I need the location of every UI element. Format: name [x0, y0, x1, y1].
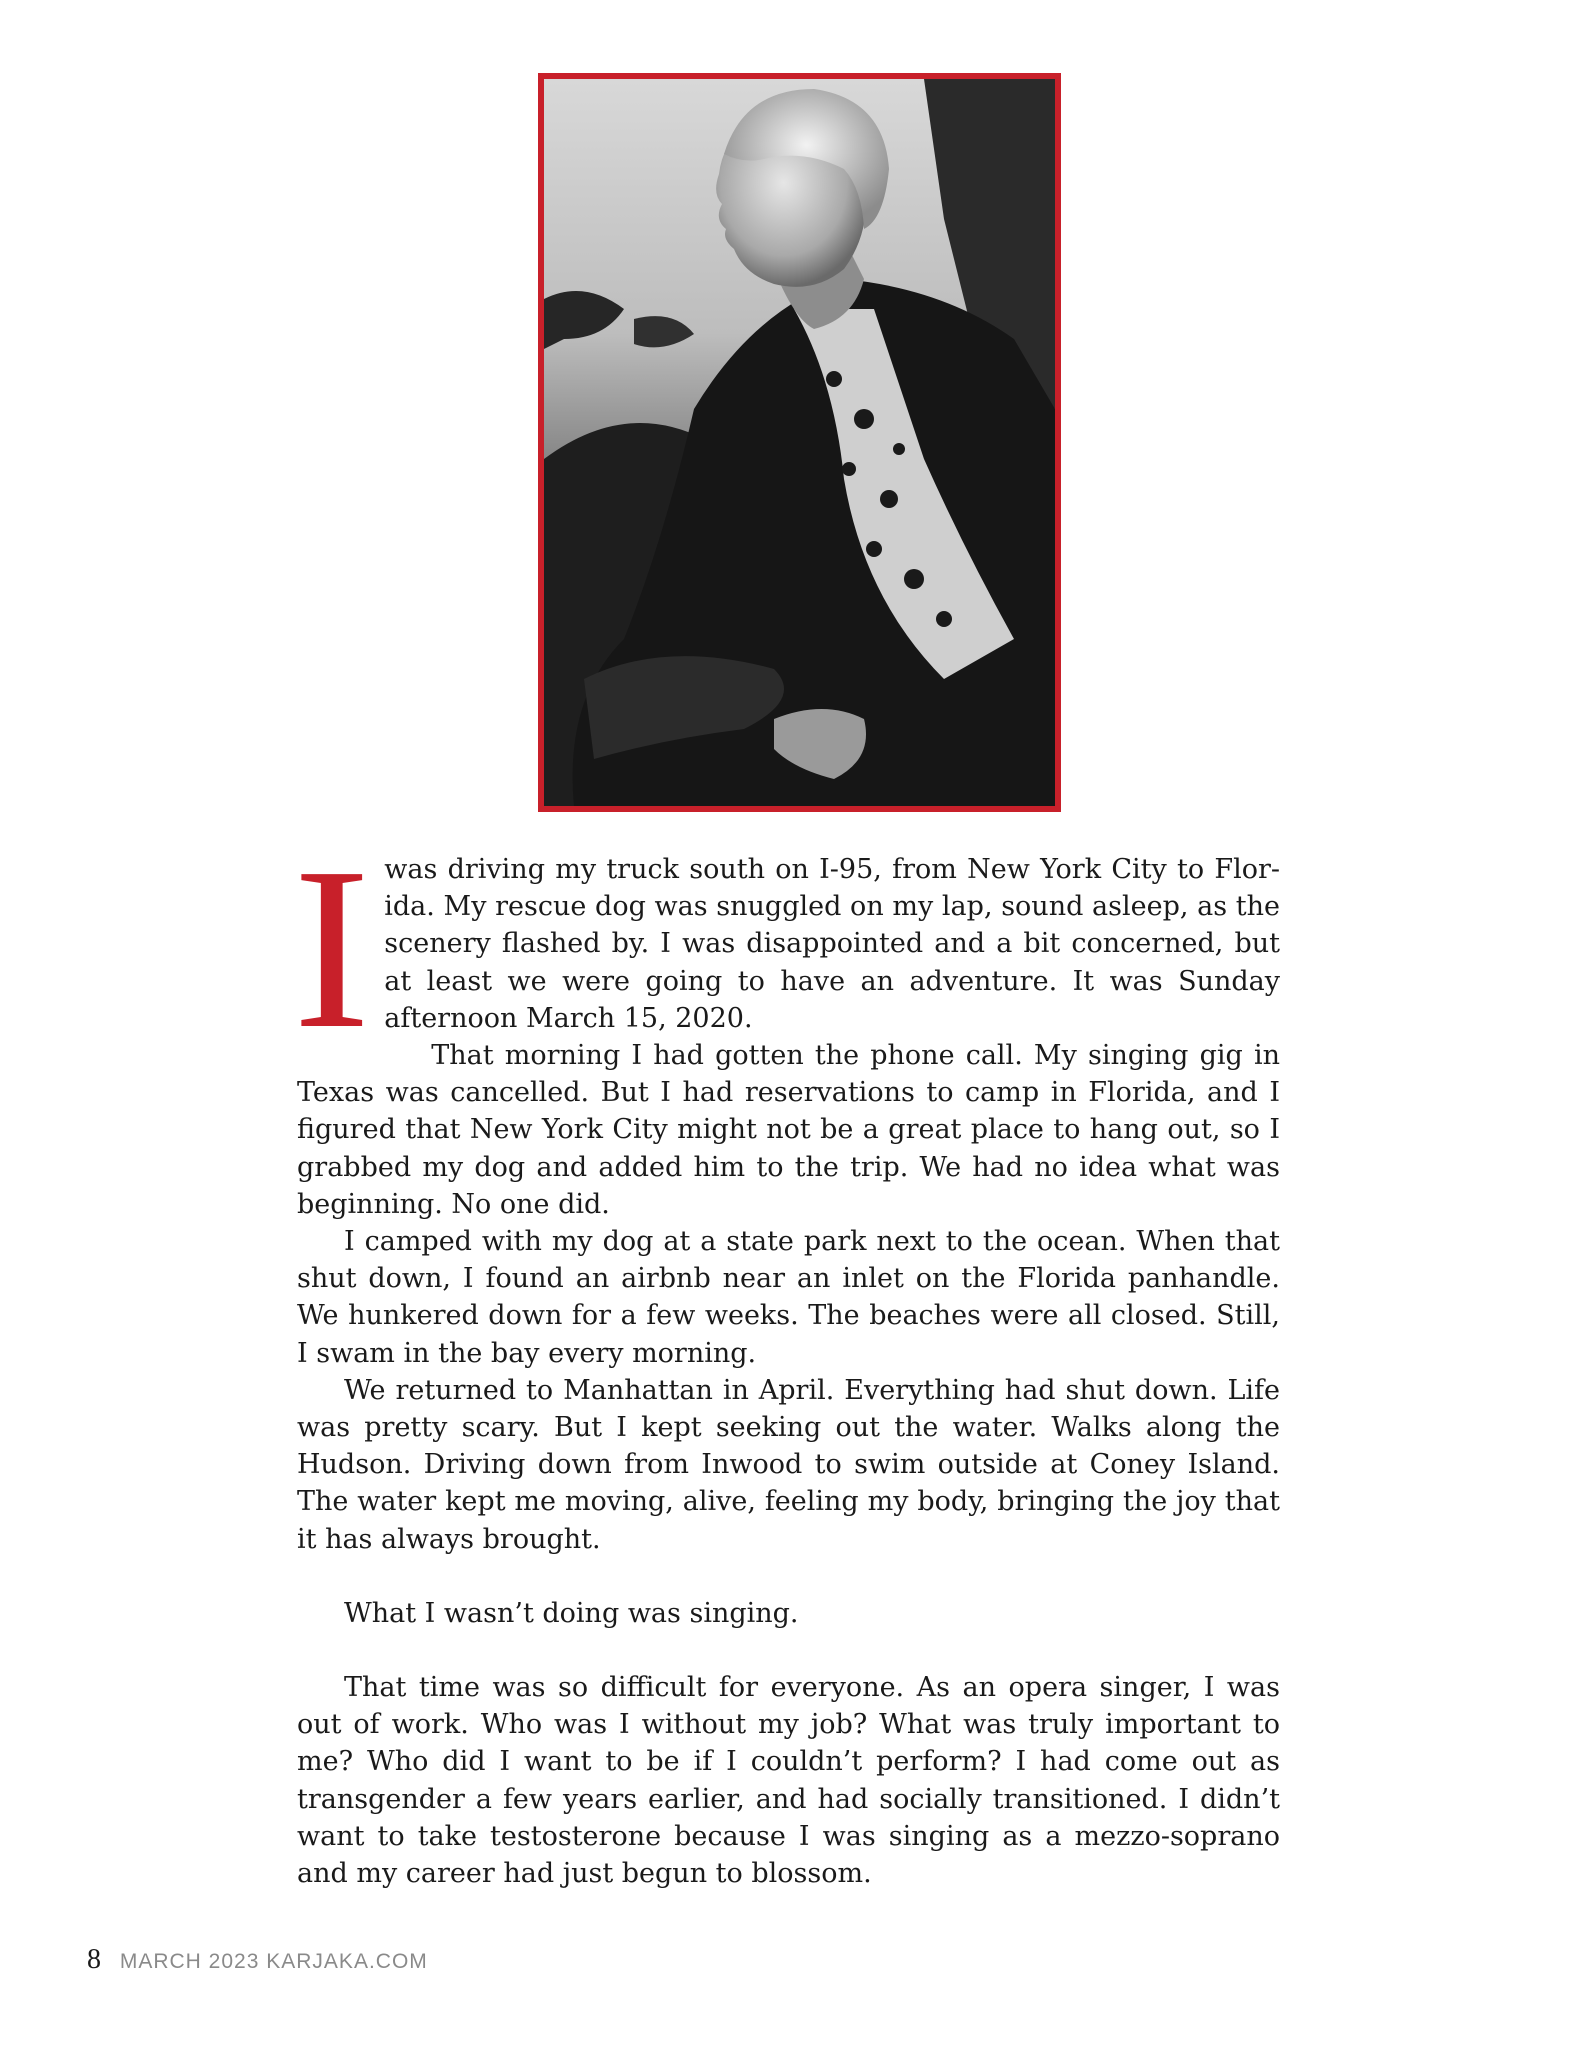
page-footer — [87, 1944, 428, 1976]
lead-paragraph — [293, 820, 1280, 1077]
paragraph-5: That time was so difficult for everyone. As an opera singer, I was out of work. Who was I without my job? What was truly important to me? Who did I want to be if I couldn’t perform? I had come out as transgender a few years earlier, and had socially transitioned. I didn’t want to take testosterone because I was singing as a mezzo-soprano and my career had just begun to blossom. — [297, 1672, 1280, 1890]
paragraph-3: We returned to Manhattan in April. Everything had shut down. Life was pretty scary. But I kept seeking out the water. Walks along the Hudson. Driving down from Inwood to swim outside at Coney Island. The water kept me moving, alive, feeling my body, bringing the joy that it has always brought. — [297, 1374, 1280, 1555]
issue-date: MARCH 2023 — [119, 1950, 260, 1973]
lead-paragraph-text: was driving my truck south on I-95, from New York City to Florida. My rescue dog was snuggled on my lap, sound asleep, as the scenery flashed by. I was disappointed and a bit concerned, but at least we were going to have an adventure. It was Sunday afternoon March 15, 2020. — [384, 854, 1280, 1034]
portrait-photo — [538, 73, 1061, 812]
article-body — [293, 820, 1280, 1892]
dropcap-letter: I — [293, 820, 371, 1077]
portrait-image — [544, 79, 1055, 806]
page-number: 8 — [87, 1944, 101, 1975]
paragraph-4: What I wasn’t doing was singing. — [344, 1597, 799, 1629]
site-name[interactable]: KARJAKA.COM — [266, 1950, 428, 1973]
paragraph-1: That morning I had gotten the phone call. My singing gig in Texas was cancelled. But I had reservations to camp in Florida, and I figured that New York City might not be a great place to hang out, so I grabbed my dog and added him to the trip. We had no idea what was beginning. No one did. — [297, 1040, 1280, 1220]
paragraph-2: I camped with my dog at a state park next to the ocean. When that shut down, I found an airbnb near an inlet on the Florida panhandle. We hunkered down for a few weeks. The beaches were all closed. Still, I swam in the bay every morning. — [297, 1226, 1280, 1369]
